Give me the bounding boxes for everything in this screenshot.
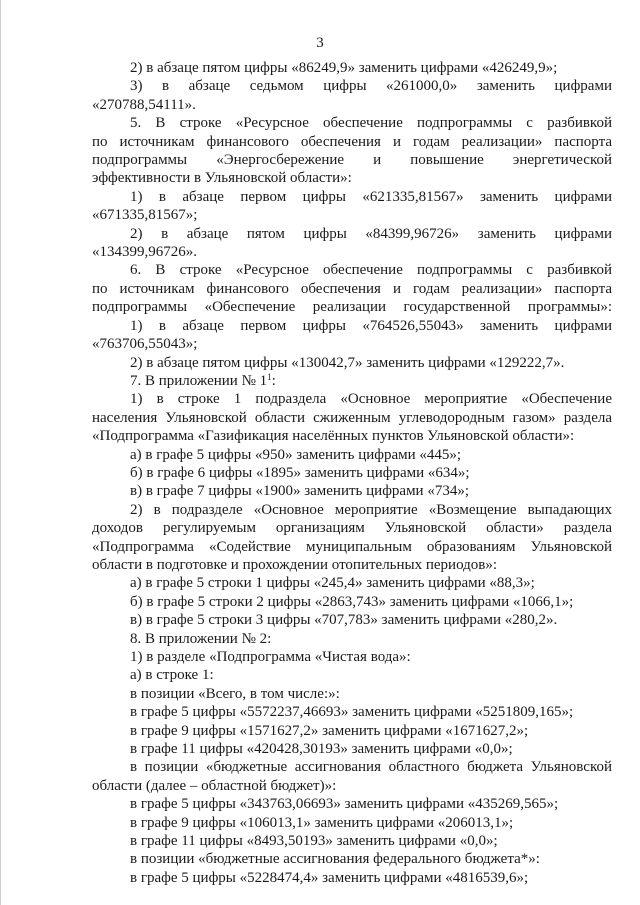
page-number: 3 [316, 35, 324, 51]
text-line: в позиции «Всего, в том числе:»: [130, 685, 340, 702]
text-line: 7. В приложении № $1^1$: [130, 371, 276, 389]
text-line: области в подготовке и прохождении отопительных периодов»: [92, 556, 498, 573]
text-line: 1) в абзаце первом цифры «621335,81567» заменить цифрами [130, 188, 612, 205]
text-line: населения Ульяновской области сжиженным углеводородным газом» раздела [92, 409, 612, 426]
text-line: в графе 11 цифры «8493,50193» заменить цифрами «0,0»; [130, 833, 498, 850]
text-line: «Подпрограмма «Содействие муниципальным образованиям Ульяновской [92, 538, 612, 555]
text-line: в графе 5 цифры «5228474,4» заменить цифрами «4816539,6»; [130, 869, 529, 886]
text-line: области (далее – областной бюджет)»: [92, 777, 337, 794]
text-line: в) в графе 7 цифры «1900» заменить цифрами «734»; [130, 483, 470, 500]
scan-edge [0, 0, 1, 905]
text-line: по источникам финансового обеспечения и годам реализации» паспорта [92, 133, 612, 150]
text-line: 3) в абзаце седьмом цифры «261000,0» заменить цифрами [130, 78, 612, 95]
text-line: в графе 11 цифры «420428,30193» заменить цифрами «0,0»; [130, 741, 513, 758]
text-line: 5. В строке «Ресурсное обеспечение подпрограммы с разбивкой [130, 115, 612, 132]
text-line: эффективности в Ульяновской области»: [92, 170, 352, 187]
text-line: в позиции «бюджетные ассигнования федерального бюджета*»: [130, 851, 540, 868]
text-line: 1) в строке 1 подраздела «Основное мероприятие «Обеспечение [130, 391, 612, 408]
text-line: в графе 9 цифры «106013,1» заменить цифрами «206013,1»; [130, 814, 514, 831]
text-line: 1) в абзаце первом цифры «764526,55043» заменить цифрами [130, 317, 612, 334]
text-line: в позиции «бюджетные ассигнования областного бюджета Ульяновской [130, 759, 612, 776]
text-line: подпрограммы «Обеспечение реализации государственной программы»: [92, 299, 612, 316]
text-line: 6. В строке «Ресурсное обеспечение подпрограммы с разбивкой [130, 262, 612, 279]
text-line: 1) в разделе «Подпрограмма «Чистая вода»: [130, 649, 411, 665]
text-line: подпрограммы «Энергосбережение и повышение энергетической [92, 152, 612, 169]
text-line: а) в графе 5 цифры «950» заменить цифрами «445»; [130, 446, 462, 463]
text-line: в графе 9 цифры «1571627,2» заменить цифрами «1671627,2»; [130, 722, 529, 739]
text-line: а) в графе 5 строки 1 цифры «245,4» заменить цифрами «88,3»; [130, 575, 535, 592]
document-body [92, 59, 612, 887]
text-line: «Подпрограмма «Газификация населённых пунктов Ульяновской области»: [92, 428, 575, 445]
text-line: «134399,96726». [92, 244, 197, 261]
text-line: по источникам финансового обеспечения и годам реализации» паспорта [92, 280, 612, 297]
text-line: б) в графе 6 цифры «1895» заменить цифрами «634»; [130, 464, 470, 481]
text-line: в графе 5 цифры «343763,06693» заменить цифрами «435269,565»; [130, 796, 559, 813]
text-line: б) в графе 5 строки 2 цифры «2863,743» заменить цифрами «1066,1»; [130, 593, 574, 610]
text-line: 2) в абзаце пятом цифры «130042,7» заменить цифрами «129222,7». [130, 354, 565, 371]
text-line: «763706,55043»; [92, 336, 198, 353]
superscript: 1 [267, 371, 272, 382]
text-line: «671335,81567»; [92, 207, 198, 224]
text-line: в графе 5 цифры «5572237,46693» заменить цифрами «5251809,165»; [130, 704, 574, 721]
text-line: 2) в абзаце пятом цифры «86249,9» заменить цифрами «426249,9»; [130, 60, 558, 76]
text-line: а) в строке 1: [130, 667, 214, 684]
text-line: 2) в подразделе «Основное мероприятие «Возмещение выпадающих [130, 501, 612, 518]
text-line: 8. В приложении № 2: [130, 630, 272, 647]
text-line: 2) в абзаце пятом цифры «84399,96726» заменить цифрами [130, 225, 612, 242]
text-line: доходов регулируемым организациям Ульяновской области» раздела [92, 520, 612, 537]
text-line: в) в графе 5 строки 3 цифры «707,783» заменить цифрами «280,2». [130, 612, 558, 629]
text-line: «270788,54111». [92, 96, 196, 113]
